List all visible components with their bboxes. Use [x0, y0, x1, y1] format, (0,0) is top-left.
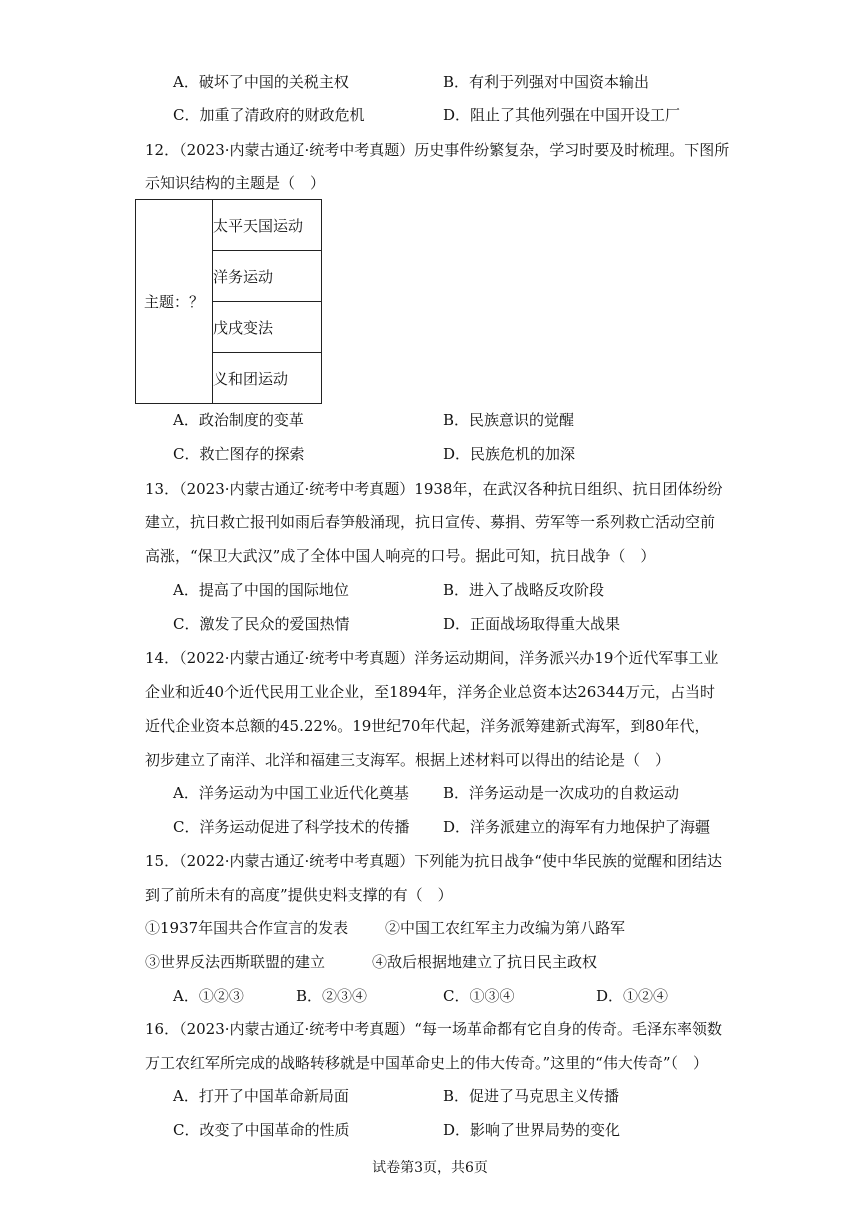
q12-option-d: D．民族危机的加深 [443, 445, 576, 463]
q14-stem-line1: 14．（2022·内蒙古通辽·统考中考真题）洋务运动期间，洋务派兴办19个近代军事工业 [145, 649, 719, 667]
q16-option-c: C．改变了中国革命的性质 [173, 1121, 350, 1139]
table-item-taiping: 太平天国运动 [213, 200, 322, 251]
q14-stem-line3: 近代企业资本总额的45.22%。19世纪70年代起，洋务派筹建新式海军，到80年代， [145, 717, 710, 735]
q12-stem-line2: 示知识结构的主题是（ ） [145, 174, 326, 192]
q15-stem-line2: 到了前所未有的高度”提供史料支撑的有（ ） [145, 886, 453, 904]
page-footer: 试卷第3页，共6页 [372, 1160, 488, 1176]
q14-option-a: A．洋务运动为中国工业近代化奠基 [173, 784, 409, 802]
q15-option-d: D．①②④ [596, 987, 669, 1005]
q14-option-b: B．洋务运动是一次成功的自救运动 [443, 784, 680, 802]
table-item-yangwu: 洋务运动 [213, 251, 322, 302]
q16-stem-line1: 16．（2023·内蒙古通辽·统考中考真题）“每一场革命都有它自身的传奇。毛泽东率领数 [145, 1020, 722, 1038]
q13-stem-line3: 高涨，“保卫大武汉”成了全体中国人响亮的口号。据此可知，抗日战争（ ） [145, 547, 656, 565]
q12-option-c: C．救亡图存的探索 [173, 445, 305, 463]
q13-stem-line1: 13．（2023·内蒙古通辽·统考中考真题）1938年，在武汉各种抗日组织、抗日团体纷纷 [145, 480, 723, 498]
q11-option-c: C．加重了清政府的财政危机 [173, 106, 365, 124]
q13-option-b: B．进入了战略反攻阶段 [443, 581, 605, 599]
q15-option-c: C．①③④ [443, 987, 515, 1005]
q14-option-d: D．洋务派建立的海军有力地保护了海疆 [443, 818, 711, 836]
q12-option-b: B．民族意识的觉醒 [443, 411, 575, 429]
q14-stem-line2: 企业和近40个近代民用工业企业，至1894年，洋务企业总资本达26344万元，占当时 [145, 683, 715, 701]
theme-cell: 主题：？ [136, 200, 213, 404]
knowledge-structure-table [135, 199, 322, 404]
q15-item-3: ③世界反法西斯联盟的建立 [145, 953, 326, 971]
q13-stem-line2: 建立，抗日救亡报刊如雨后春笋般涌现，抗日宣传、募捐、劳军等一系列救亡活动空前 [145, 513, 716, 531]
q16-option-b: B．促进了马克思主义传播 [443, 1087, 620, 1105]
q13-option-c: C．激发了民众的爱国热情 [173, 615, 350, 633]
q15-item-2: ②中国工农红军主力改编为第八路军 [385, 919, 626, 937]
q13-option-a: A．提高了中国的国际地位 [173, 581, 349, 599]
q11-option-b: B．有利于列强对中国资本输出 [443, 73, 650, 91]
q11-option-d: D．阻止了其他列强在中国开设工厂 [443, 106, 681, 124]
q14-option-c: C．洋务运动促进了科学技术的传播 [173, 818, 410, 836]
q11-option-a: A．破坏了中国的关税主权 [173, 73, 349, 91]
table-item-yihetuan: 义和团运动 [213, 353, 322, 404]
q16-option-d: D．影响了世界局势的变化 [443, 1121, 621, 1139]
q15-item-1: ①1937年国共合作宣言的发表 [145, 919, 349, 937]
table-item-wuxu: 戊戌变法 [213, 302, 322, 353]
q15-item-4: ④敌后根据地建立了抗日民主政权 [372, 953, 598, 971]
q12-option-a: A．政治制度的变革 [173, 411, 304, 429]
q13-option-d: D．正面战场取得重大战果 [443, 615, 621, 633]
q12-stem-line1: 12．（2023·内蒙古通辽·统考中考真题）历史事件纷繁复杂，学习时要及时梳理。下图所 [145, 141, 730, 159]
q15-option-a: A．①②③ [173, 987, 244, 1005]
q15-stem-line1: 15．（2022·内蒙古通辽·统考中考真题）下列能为抗日战争“使中华民族的觉醒和团结达 [145, 852, 722, 870]
q15-option-b: B．②③④ [296, 987, 368, 1005]
q16-stem-line2: 万工农红军所完成的战略转移就是中国革命史上的伟大传奇。”这里的“伟大传奇”（ ） [145, 1054, 709, 1072]
q14-stem-line4: 初步建立了南洋、北洋和福建三支海军。根据上述材料可以得出的结论是（ ） [145, 751, 671, 769]
q16-option-a: A．打开了中国革命新局面 [173, 1087, 349, 1105]
